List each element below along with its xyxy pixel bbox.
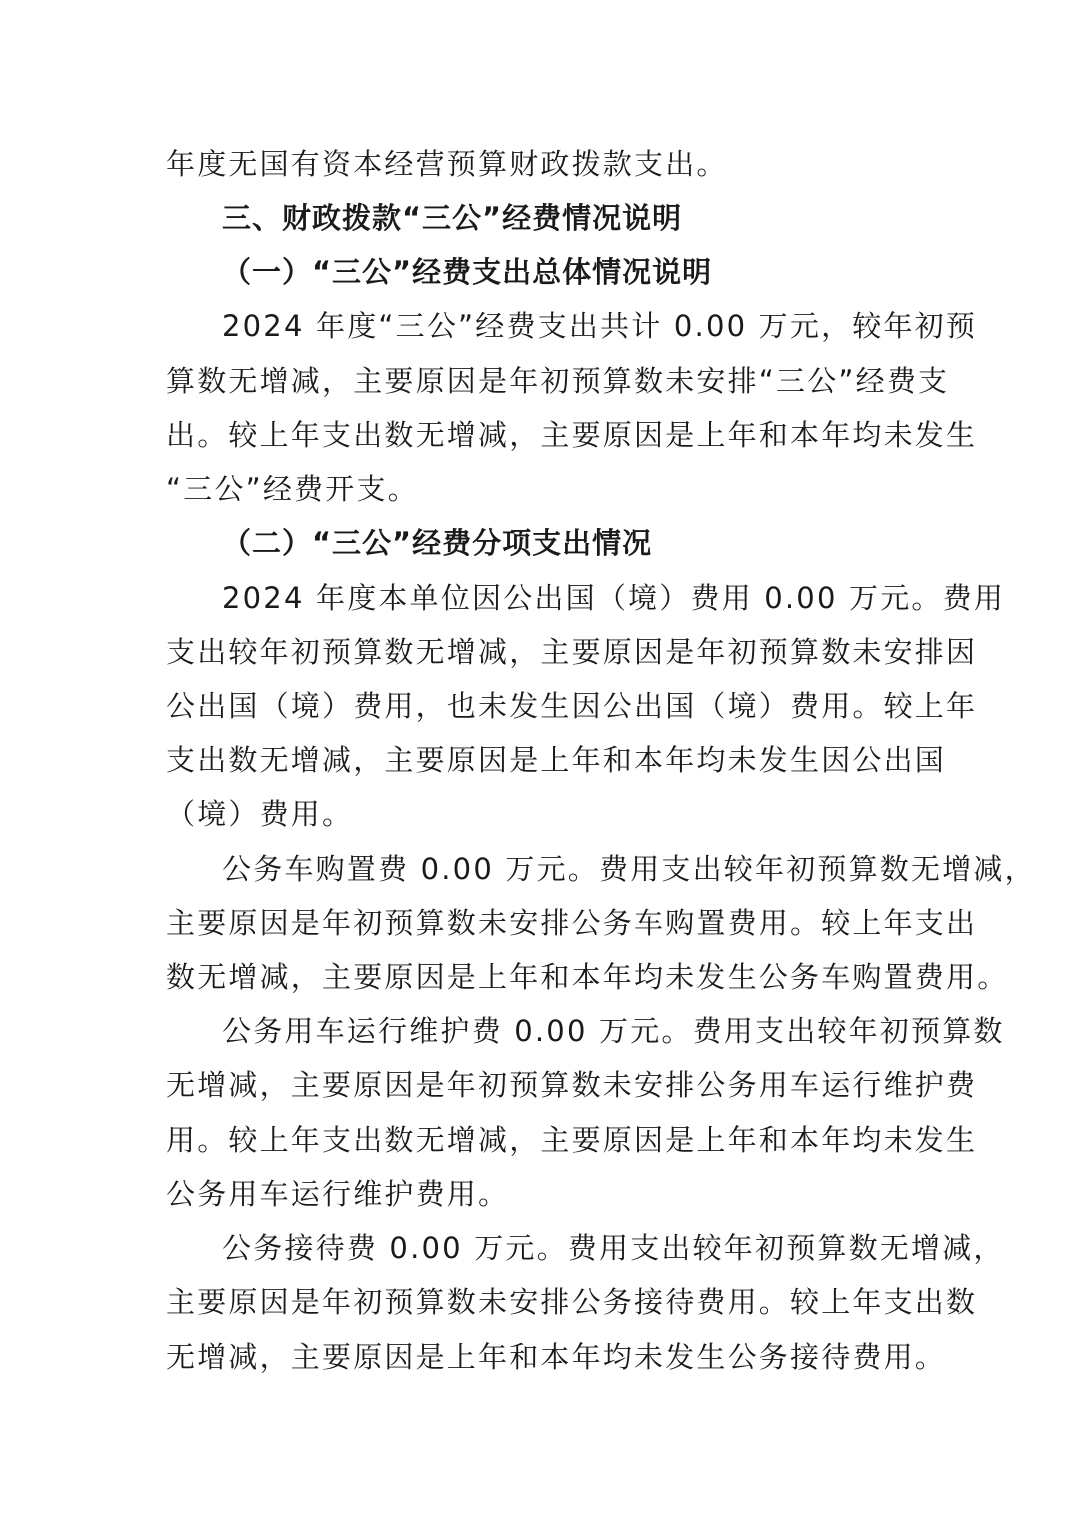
paragraph-line: 支出数无增减，主要原因是上年和本年均未发生因公出国 [166,743,947,777]
subsection-heading: （一）“三公”经费支出总体情况说明 [222,255,713,289]
paragraph-line: 支出较年初预算数无增减，主要原因是年初预算数未安排因 [166,635,978,669]
subsection-heading: （二）“三公”经费分项支出情况 [222,526,653,560]
paragraph-line: 公务接待费 0.00 万元。费用支出较年初预算数无增减， [222,1231,1005,1265]
paragraph-line: 公出国（境）费用，也未发生因公出国（境）费用。较上年 [166,689,978,723]
paragraph-line: 主要原因是年初预算数未安排公务车购置费用。较上年支出 [166,906,978,940]
paragraph-line: 用。较上年支出数无增减，主要原因是上年和本年均未发生 [166,1123,978,1157]
paragraph-line: （境）费用。 [166,797,354,831]
paragraph-line: 数无增减，主要原因是上年和本年均未发生公务车购置费用。 [166,960,1009,994]
paragraph-line: 公务用车运行维护费用。 [166,1177,510,1211]
paragraph-line: 公务车购置费 0.00 万元。费用支出较年初预算数无增减， [222,852,1036,886]
paragraph-line: 公务用车运行维护费 0.00 万元。费用支出较年初预算数 [222,1014,1005,1048]
paragraph-line: 出。较上年支出数无增减，主要原因是上年和本年均未发生 [166,418,978,452]
section-heading: 三、财政拨款“三公”经费情况说明 [222,201,683,235]
paragraph-line: 2024 年度本单位因公出国（境）费用 0.00 万元。费用 [222,581,1006,615]
paragraph-line: 无增减，主要原因是上年和本年均未发生公务接待费用。 [166,1340,947,1374]
paragraph-line: 无增减，主要原因是年初预算数未安排公务用车运行维护费 [166,1068,978,1102]
paragraph-line: 年度无国有资本经营预算财政拨款支出。 [166,147,728,181]
paragraph-line: 算数无增减，主要原因是年初预算数未安排“三公”经费支 [166,364,950,398]
paragraph-line: 2024 年度“三公”经费支出共计 0.00 万元，较年初预 [222,309,978,343]
paragraph-line: “三公”经费开支。 [166,472,419,506]
paragraph-line: 主要原因是年初预算数未安排公务接待费用。较上年支出数 [166,1285,978,1319]
